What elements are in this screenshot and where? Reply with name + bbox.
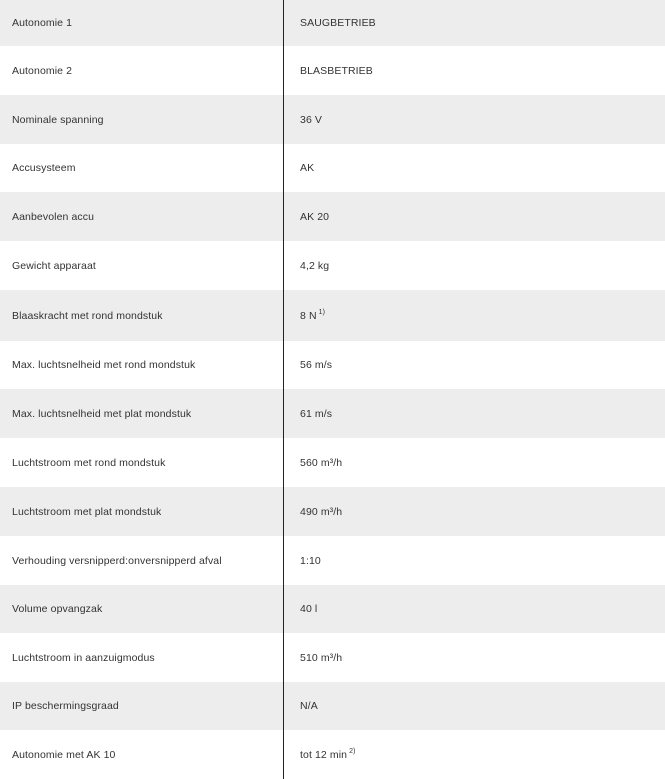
table-row [0,536,665,585]
spec-label: Max. luchtsnelheid met rond mondstuk [0,341,284,389]
spec-label: Aanbevolen accu [0,192,284,241]
table-row [0,290,665,341]
spec-value-text: AK 20 [300,210,330,223]
table-row [0,46,665,95]
spec-value-text: BLASBETRIEB [300,64,373,77]
spec-value-text: tot 12 min [300,749,348,761]
spec-value [284,144,665,192]
spec-label: Gewicht apparaat [0,241,284,290]
spec-label: Autonomie met AK 10 [0,730,284,779]
table-row [0,730,665,779]
table-row [0,341,665,389]
spec-value-text: 510 m³/h [300,651,343,664]
spec-label: Autonomie 1 [0,0,284,46]
table-row [0,95,665,144]
spec-value-text: 40 l [300,603,318,615]
spec-value-text: 61 m/s [300,407,333,420]
spec-value-text: AK [300,162,315,174]
spec-label: IP beschermingsgraad [0,682,284,730]
spec-value [284,341,665,389]
spec-value [284,0,665,46]
footnote-ref: 2) [349,748,356,755]
spec-label: Volume opvangzak [0,585,284,633]
footnote-ref: 1) [318,309,326,316]
spec-label: Verhouding versnipperd:onversnipperd afval [0,536,284,585]
spec-value [284,536,665,585]
spec-value [284,241,665,290]
spec-value [284,682,665,730]
spec-value-text: SAUGBETRIEB [300,17,376,29]
spec-value [284,585,665,633]
table-row [0,144,665,192]
table-row [0,487,665,536]
table-row [0,633,665,682]
spec-value-text: 36 V [300,113,322,126]
spec-value [284,438,665,487]
spec-label: Luchtstroom in aanzuigmodus [0,633,284,682]
spec-value-text: 560 m³/h [300,456,343,469]
spec-label: Max. luchtsnelheid met plat mondstuk [0,389,284,438]
spec-value [284,633,665,682]
spec-label: Autonomie 2 [0,46,284,95]
spec-value [284,487,665,536]
spec-value-text: 4,2 kg [300,259,330,272]
spec-value-text: 490 m³/h [300,505,343,518]
spec-label: Luchtstroom met plat mondstuk [0,487,284,536]
spec-label: Luchtstroom met rond mondstuk [0,438,284,487]
spec-value-text: 8 N [300,310,317,322]
table-row [0,682,665,730]
table-row [0,585,665,633]
table-row [0,241,665,290]
spec-value [284,192,665,241]
spec-label: Accusysteem [0,144,284,192]
spec-value [284,95,665,144]
spec-value [284,290,665,341]
spec-value [284,46,665,95]
spec-value [284,389,665,438]
spec-value [284,730,665,779]
spec-value-text: 56 m/s [300,359,333,371]
spec-label: Nominale spanning [0,95,284,144]
table-row [0,192,665,241]
spec-value-text: N/A [300,700,318,712]
table-row [0,438,665,487]
spec-label: Blaaskracht met rond mondstuk [0,290,284,341]
spec-value-text: 1:10 [300,554,321,567]
table-row [0,0,665,46]
table-row [0,389,665,438]
